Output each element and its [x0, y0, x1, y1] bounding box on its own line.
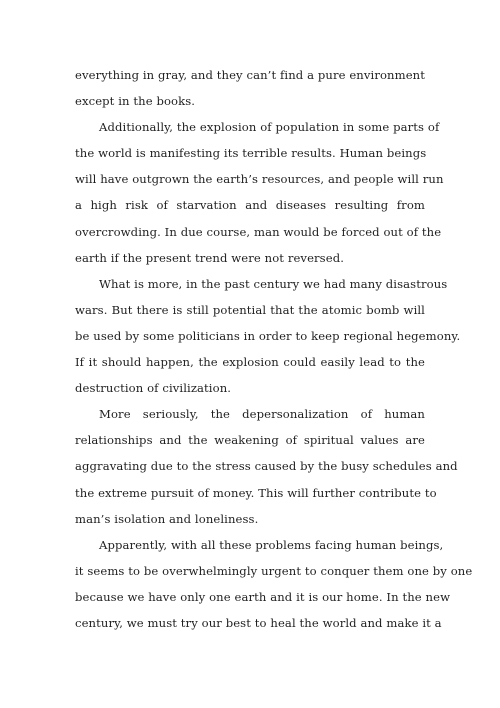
text-line: the extreme pursuit of money. This will further contribute to	[75, 485, 437, 500]
text-line: If it should happen, the explosion could easily lead to the	[75, 355, 425, 370]
text-line: aggravating due to the stress caused by the busy schedules and	[75, 459, 458, 474]
text-line: be used by some politicians in order to keep regional hegemony.	[75, 328, 461, 343]
text-line: relationships and the weakening of spiritual values are	[75, 433, 425, 448]
body-text	[75, 62, 473, 636]
paragraph-5	[75, 532, 473, 636]
text-line: except in the books.	[75, 94, 196, 109]
text-line: wars. But there is still potential that the atomic bomb will	[75, 302, 425, 317]
text-line: Additionally, the explosion of population in some parts of	[99, 120, 440, 135]
paragraph-2	[75, 114, 444, 271]
text-line: everything in gray, and they can’t find a pure environment	[75, 68, 425, 82]
text-line: a high risk of starvation and diseases resulting from	[75, 198, 425, 213]
text-line: it seems to be overwhelmingly urgent to conquer them one by one	[75, 563, 473, 578]
text-line: Apparently, with all these problems facing human beings,	[99, 537, 444, 552]
text-line: destruction of civilization.	[75, 381, 232, 396]
text-line: man’s isolation and loneliness.	[75, 511, 259, 526]
text-line: What is more, in the past century we had many disastrous	[99, 276, 448, 291]
paragraph-3	[75, 271, 461, 401]
text-line: overcrowding. In due course, man would be forced out of the	[75, 224, 442, 239]
text-line: because we have only one earth and it is our home. In the new	[75, 589, 451, 604]
paragraph-1	[75, 62, 425, 114]
paragraph-4	[75, 401, 458, 531]
text-line: century, we must try our best to heal the world and make it a	[75, 615, 442, 630]
text-line: earth if the present trend were not reversed.	[75, 250, 345, 265]
text-line: More seriously, the depersonalization of human	[99, 407, 425, 422]
text-line: the world is manifesting its terrible results. Human beings	[75, 146, 427, 161]
text-line: will have outgrown the earth’s resources, and people will run	[75, 172, 444, 187]
